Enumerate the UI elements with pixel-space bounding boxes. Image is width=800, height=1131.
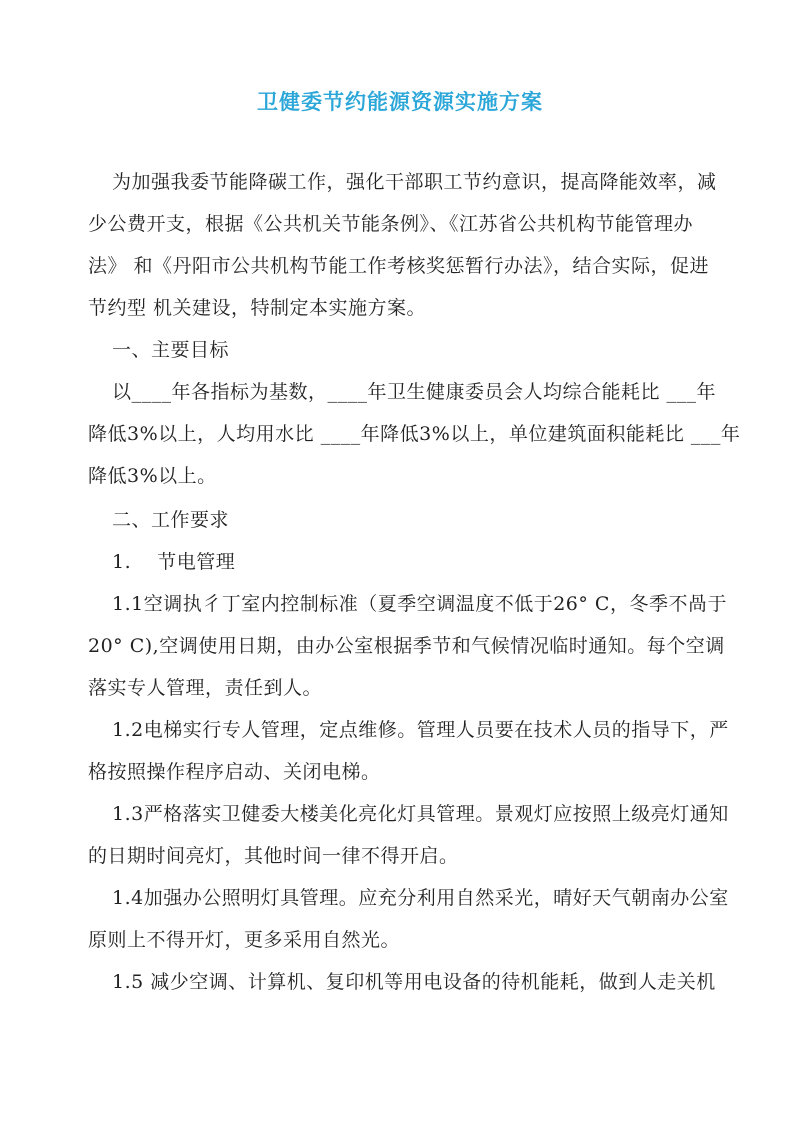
text-line: 1. 节电管理 [112, 551, 236, 573]
text-line: 二、工作要求 [112, 509, 230, 531]
text-line: 降低3%以上。 [88, 465, 217, 487]
text-line: 1.2电梯实行专人管理，定点维修。管理人员要在技术人员的指导下，严 [112, 719, 729, 741]
text-line: 为加强我委节能降碳工作，强化干部职工节约意识，提高降能效率，减 [112, 171, 717, 193]
text-line: 节约型 机关建设，特制定本实施方案。 [88, 297, 427, 319]
document-title: 卫健委节约能源资源实施方案 [257, 89, 543, 114]
text-line: 落实专人管理，责任到人。 [88, 677, 323, 699]
text-line: 20° C),空调使用日期，由办公室根据季节和气候情况临时通知。每个空调 [88, 635, 725, 657]
text-line: 降低3%以上，人均用水比 ____年降低3%以上，单位建筑面积能耗比 ___年 [88, 423, 741, 445]
text-line: 少公费开支，根据《公共机关节能条例》、《江苏省公共机构节能管理办 [88, 213, 694, 235]
text-line: 法》 和《丹阳市公共机构节能工作考核奖惩暂行办法》，结合实际，促进 [88, 255, 710, 277]
text-line: 一、主要目标 [112, 339, 230, 361]
text-line: 以____年各指标为基数，____年卫生健康委员会人均综合能耗比 ___年 [112, 381, 717, 403]
text-line: 1.3严格落实卫健委大楼美化亮化灯具管理。景观灯应按照上级亮灯通知 [112, 803, 729, 825]
text-line: 1.5 减少空调、计算机、复印机等用电设备的待机能耗，做到人走关机 [112, 971, 716, 993]
text-line: 1.4加强办公照明灯具管理。应充分利用自然采光，晴好天气朝南办公室 [112, 887, 729, 909]
text-line: 原则上不得开灯，更多采用自然光。 [88, 929, 401, 951]
text-line: 格按照操作程序启动、关闭电梯。 [88, 761, 381, 783]
text-line: 的日期时间亮灯，其他时间一律不得开启。 [88, 845, 459, 867]
text-line: 1.1空调执彳丁室内控制标准（夏季空调温度不低于26° C，冬季不咼于 [112, 593, 727, 615]
